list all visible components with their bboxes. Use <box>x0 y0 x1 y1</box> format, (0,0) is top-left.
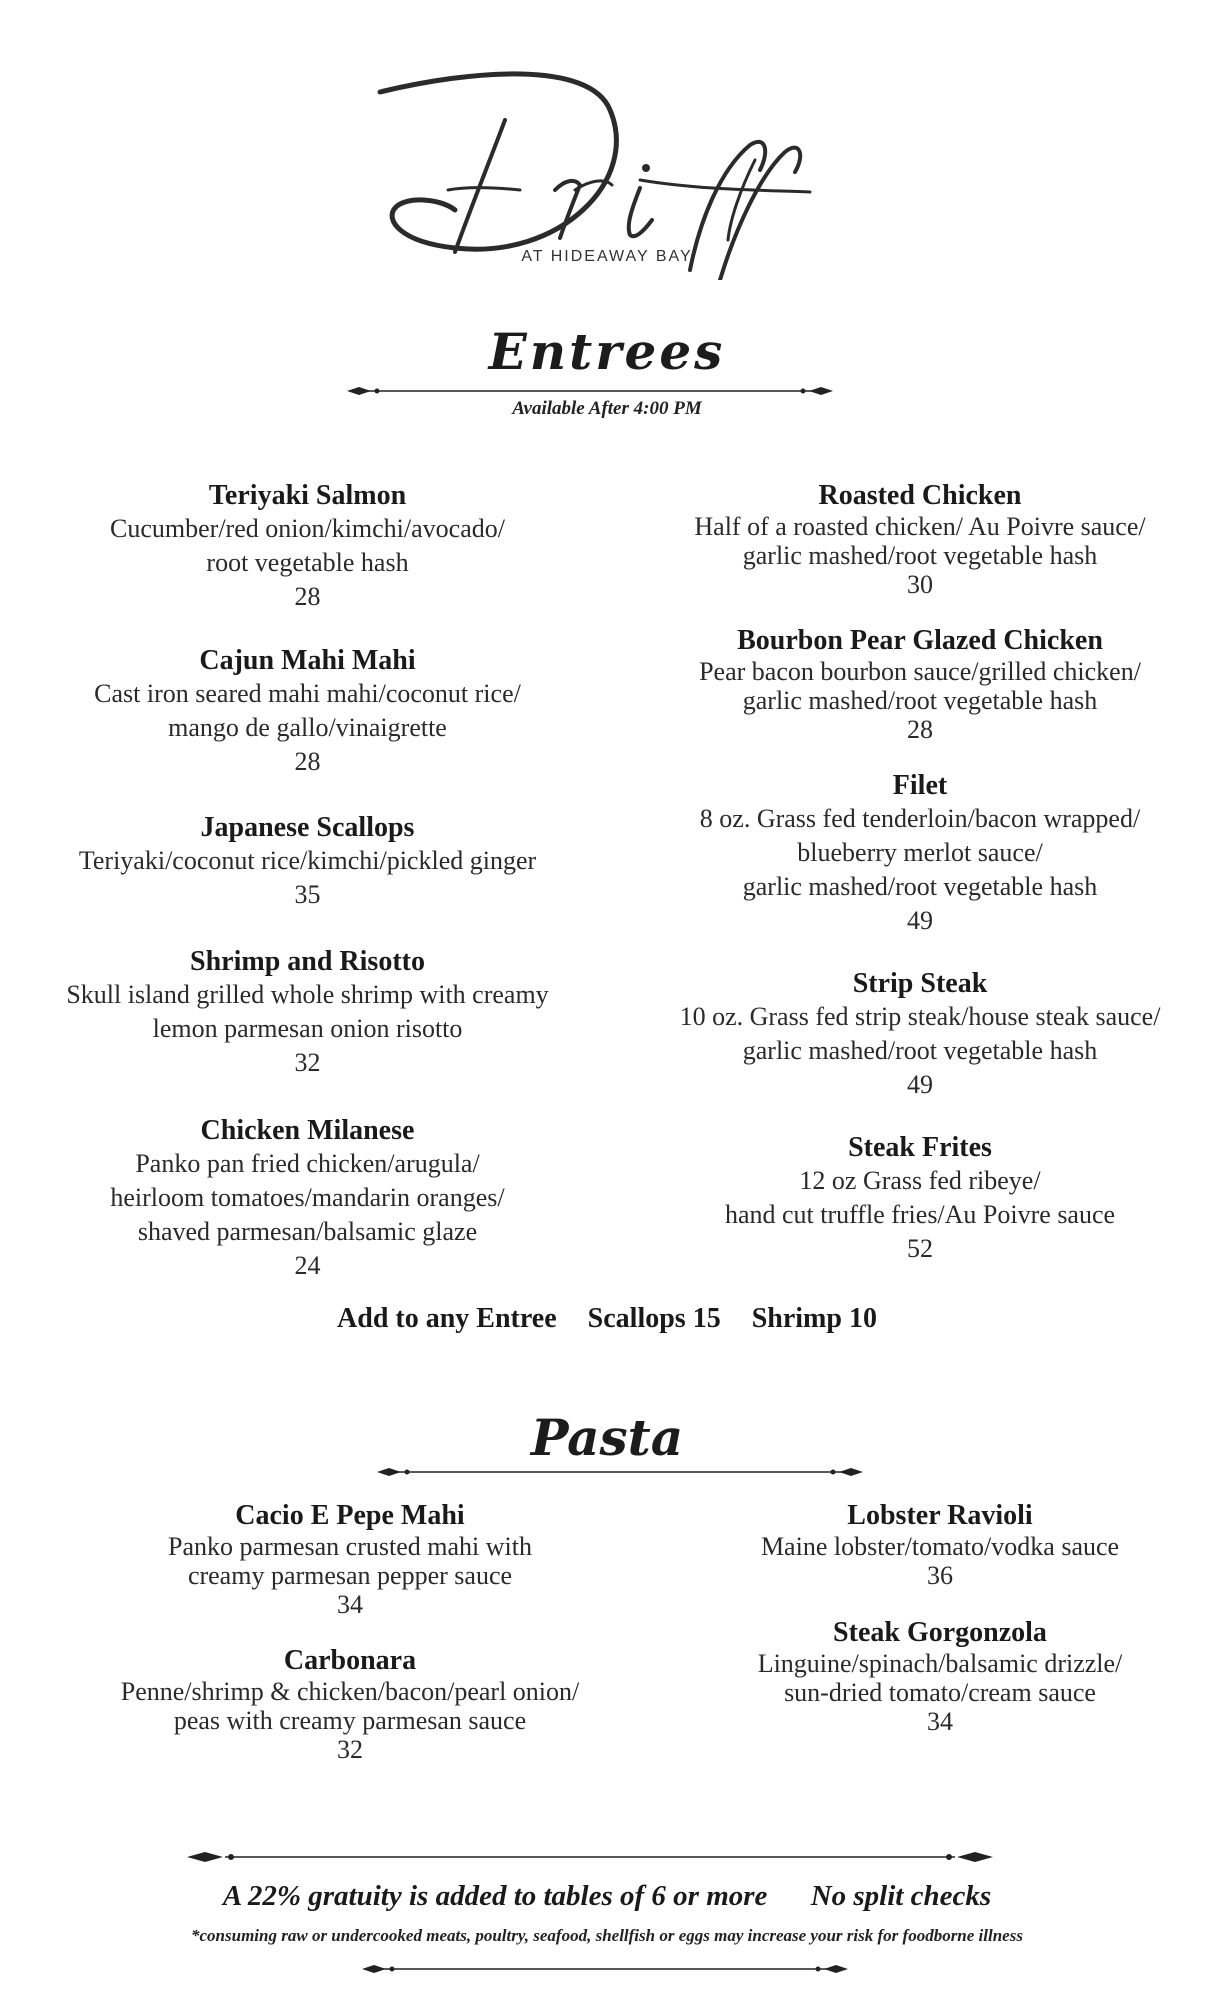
item-price: 49 <box>907 906 933 935</box>
menu-item-bourbon-pear-glazed-chicken <box>625 625 1214 744</box>
entree-addons <box>0 1303 1214 1335</box>
item-desc: mango de gallo/vinaigrette <box>168 713 447 742</box>
item-desc: Penne/shrimp & chicken/bacon/pearl onion/ <box>120 1677 580 1706</box>
item-name: Steak Gorgonzola <box>833 1617 1047 1648</box>
item-price: 30 <box>907 570 933 599</box>
item-price: 52 <box>907 1234 933 1263</box>
entrees-subtitle: Available After 4:00 PM <box>512 398 702 419</box>
gratuity-note <box>0 1880 1214 1913</box>
entrees-divider <box>345 384 835 398</box>
item-desc: Teriyaki/coconut rice/kimchi/pickled ginger <box>78 846 537 875</box>
no-split-checks-text: No split checks <box>810 1880 992 1912</box>
item-desc: Panko parmesan crusted mahi with <box>168 1532 532 1561</box>
menu-item-steak-gorgonzola <box>670 1617 1210 1736</box>
menu-item-carbonara <box>60 1645 640 1764</box>
entrees-title: Entrees <box>488 322 726 381</box>
pasta-divider <box>375 1465 865 1479</box>
item-desc: shaved parmesan/balsamic glaze <box>137 1217 478 1246</box>
menu-item-filet <box>625 770 1214 938</box>
item-desc: 12 oz Grass fed ribeye/ <box>799 1166 1041 1195</box>
menu-item-lobster-ravioli <box>670 1500 1210 1590</box>
item-desc: 8 oz. Grass fed tenderloin/bacon wrapped/ <box>699 804 1141 833</box>
logo-tagline: AT HIDEAWAY BAY <box>521 248 693 265</box>
item-desc: Half of a roasted chicken/ Au Poivre sauce/ <box>694 512 1146 541</box>
item-desc: Linguine/spinach/balsamic drizzle/ <box>757 1649 1123 1678</box>
menu-item-teriyaki-salmon <box>20 480 595 614</box>
item-desc: 10 oz. Grass fed strip steak/house steak sauce/ <box>679 1002 1161 1031</box>
item-desc: Pear bacon bourbon sauce/grilled chicken/ <box>699 657 1141 686</box>
gratuity-text: A 22% gratuity is added to tables of 6 or more <box>222 1880 768 1912</box>
item-name: Carbonara <box>283 1645 417 1676</box>
item-name: Steak Frites <box>848 1132 992 1163</box>
item-desc: Skull island grilled whole shrimp with creamy <box>66 980 549 1009</box>
drift-logo <box>0 40 1214 280</box>
item-name: Cajun Mahi Mahi <box>199 645 416 676</box>
item-desc: sun-dried tomato/cream sauce <box>784 1678 1096 1707</box>
item-price: 28 <box>294 747 321 776</box>
item-desc: lemon parmesan onion risotto <box>152 1014 463 1043</box>
item-price: 28 <box>907 715 933 744</box>
item-name: Japanese Scallops <box>200 812 415 843</box>
item-desc: hand cut truffle fries/Au Poivre sauce <box>724 1200 1116 1229</box>
item-name: Roasted Chicken <box>818 480 1022 511</box>
menu-item-shrimp-and-risotto <box>20 946 595 1080</box>
item-desc: Cast iron seared mahi mahi/coconut rice/ <box>94 679 521 708</box>
addons-label: Add to any Entree <box>337 1303 557 1334</box>
item-name: Teriyaki Salmon <box>208 480 407 511</box>
item-name: Chicken Milanese <box>200 1115 415 1146</box>
menu-item-roasted-chicken <box>625 480 1214 599</box>
menu-item-japanese-scallops <box>20 812 595 912</box>
item-desc: blueberry merlot sauce/ <box>797 838 1043 867</box>
pasta-title: Pasta <box>530 1408 684 1467</box>
menu-item-strip-steak <box>625 968 1214 1102</box>
addon-scallops: Scallops 15 <box>587 1303 721 1334</box>
item-name: Cacio E Pepe Mahi <box>235 1500 465 1531</box>
menu-item-cajun-mahi-mahi <box>20 645 595 779</box>
item-desc: heirloom tomatoes/mandarin oranges/ <box>110 1183 505 1212</box>
food-safety-disclaimer: *consuming raw or undercooked meats, poultry, seafood, shellfish or eggs may increase your risk for foodborne illness <box>191 1926 1023 1945</box>
menu-item-cacio-e-pepe-mahi <box>60 1500 640 1619</box>
item-name: Strip Steak <box>852 968 988 999</box>
addon-shrimp: Shrimp 10 <box>751 1303 877 1334</box>
item-price: 24 <box>294 1251 321 1280</box>
item-desc: root vegetable hash <box>206 548 409 577</box>
item-desc: garlic mashed/root vegetable hash <box>742 541 1098 570</box>
item-price: 28 <box>294 582 321 611</box>
item-desc: garlic mashed/root vegetable hash <box>742 1036 1098 1065</box>
item-price: 32 <box>294 1048 321 1077</box>
item-desc: Cucumber/red onion/kimchi/avocado/ <box>110 514 505 543</box>
menu-item-steak-frites <box>625 1132 1214 1266</box>
menu-item-chicken-milanese <box>20 1115 595 1283</box>
item-name: Lobster Ravioli <box>847 1500 1033 1531</box>
item-name: Filet <box>892 770 948 801</box>
item-desc: garlic mashed/root vegetable hash <box>742 686 1098 715</box>
item-price: 34 <box>337 1590 363 1619</box>
item-price: 36 <box>927 1561 953 1590</box>
item-price: 49 <box>907 1070 933 1099</box>
item-price: 34 <box>927 1707 953 1736</box>
item-name: Bourbon Pear Glazed Chicken <box>737 625 1103 656</box>
item-name: Shrimp and Risotto <box>190 946 425 977</box>
item-desc: garlic mashed/root vegetable hash <box>742 872 1098 901</box>
item-desc: Maine lobster/tomato/vodka sauce <box>760 1532 1120 1561</box>
item-price: 32 <box>337 1735 363 1764</box>
footer-divider-bottom <box>360 1962 850 1976</box>
item-price: 35 <box>294 880 321 909</box>
item-desc: creamy parmesan pepper sauce <box>187 1561 513 1590</box>
item-desc: peas with creamy parmesan sauce <box>173 1706 527 1735</box>
item-desc: Panko pan fried chicken/arugula/ <box>135 1149 480 1178</box>
footer-divider-top <box>185 1850 995 1864</box>
